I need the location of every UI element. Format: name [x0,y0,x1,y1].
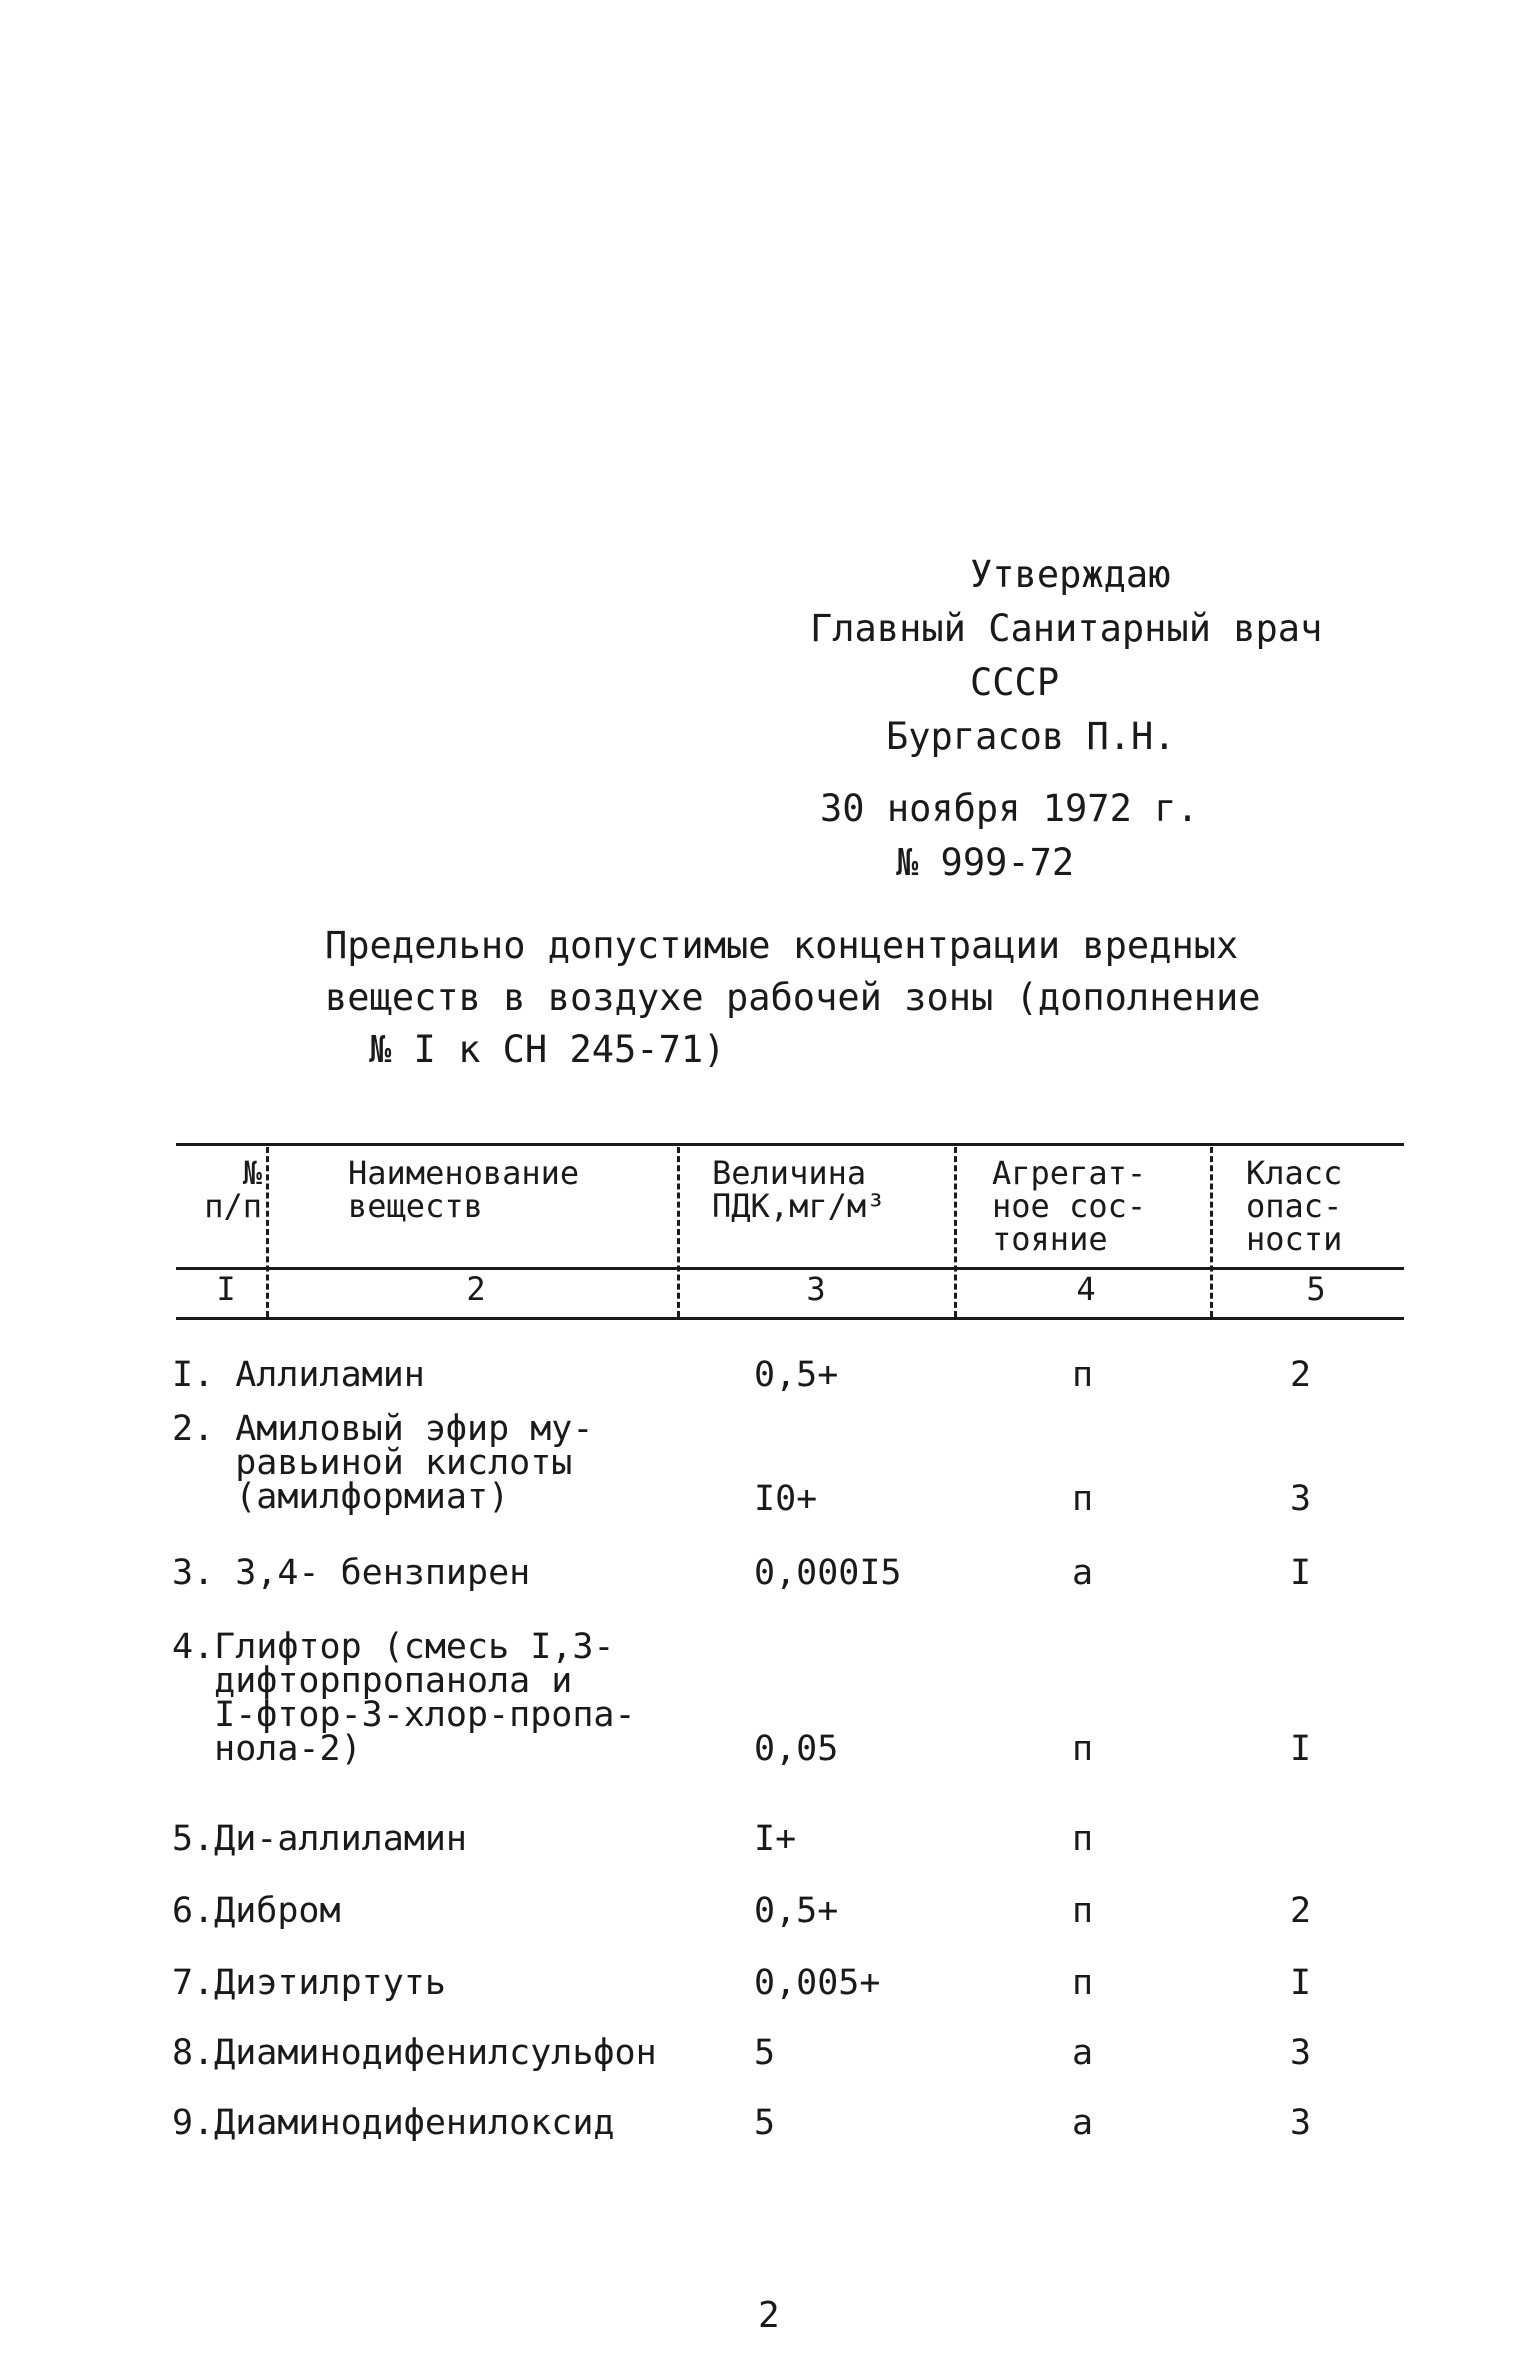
mac-value: 0,5+ [754,1355,839,1395]
substance-name: 3. 3,4- бензпирен [172,1553,531,1593]
title-line-2: веществ в воздухе рабочей зоны (дополнение [325,976,1261,1019]
mac-value: I+ [754,1819,797,1859]
hazard-class: 3 [1290,2033,1312,2073]
substance-name: 2. Амиловый эфир му- равьиной кислоты (амилформиат) [172,1409,594,1517]
header-bottom-rule [176,1317,1404,1320]
header-divider [266,1147,269,1317]
table-header [176,1143,1404,1323]
aggregate-state: а [1072,2103,1094,2143]
header-divider [677,1147,680,1317]
column-number: I [216,1270,236,1308]
aggregate-state: а [1072,1553,1094,1593]
approval-number: № 999-72 [896,841,1075,884]
approval-line-3: СССР [970,661,1060,704]
column-number: 3 [806,1270,826,1308]
title-line-3: № I к СН 245-71) [369,1028,726,1071]
aggregate-state: п [1072,1891,1094,1931]
substance-name: 8.Диаминодифенилсульфон [172,2033,657,2073]
approval-line-1: Утверждаю [970,553,1171,596]
mac-value: 5 [754,2103,776,2143]
aggregate-state: а [1072,2033,1094,2073]
header-divider [954,1147,957,1317]
hazard-class: 2 [1290,1355,1312,1395]
hazard-class: 3 [1290,2103,1312,2143]
column-number: 5 [1306,1270,1326,1308]
header-num: № п/п [204,1154,262,1225]
mac-value: I0+ [754,1479,818,1519]
mac-value: 0,05 [754,1729,839,1769]
substance-name: 5.Ди-аллиламин [172,1819,468,1859]
header-top-rule [176,1143,1404,1146]
header-value: Величина ПДК,мг/м³ [712,1154,886,1225]
substance-name: 6.Дибром [172,1891,341,1931]
hazard-class: I [1290,1963,1312,2003]
hazard-class: 2 [1290,1891,1312,1931]
column-number: 4 [1076,1270,1096,1308]
header-divider [1210,1147,1213,1317]
approval-signatory: Бургасов П.Н. [886,715,1176,758]
mac-value: 0,5+ [754,1891,839,1931]
mac-value: 5 [754,2033,776,2073]
aggregate-state: п [1072,1479,1094,1519]
hazard-class: I [1290,1553,1312,1593]
page-number: 2 [758,2295,780,2336]
substance-name: 7.Диэтилртуть [172,1963,446,2003]
substance-name: I. Аллиламин [172,1355,425,1395]
hazard-class: 3 [1290,1479,1312,1519]
aggregate-state: п [1072,1819,1094,1859]
approval-line-2: Главный Санитарный врач [810,607,1323,650]
substance-name: 4.Глифтор (смесь I,3- дифторпропанола и I-фтор-3-хлор-пропа- нола-2) [172,1627,636,1769]
mac-value: 0,000I5 [754,1553,902,1593]
column-number: 2 [466,1270,486,1308]
header-mid-rule [176,1267,1404,1270]
mac-value: 0,005+ [754,1963,881,2003]
header-hazard: Класс опас- ности [1246,1154,1343,1258]
aggregate-state: п [1072,1729,1094,1769]
aggregate-state: п [1072,1963,1094,2003]
approval-date: 30 ноября 1972 г. [820,787,1199,830]
hazard-class: I [1290,1729,1312,1769]
title-line-1: Предельно допустимые концентрации вредных [325,924,1239,967]
aggregate-state: п [1072,1355,1094,1395]
header-name: Наименование веществ [348,1154,580,1225]
substance-name: 9.Диаминодифенилоксид [172,2103,615,2143]
header-state: Агрегат- ное сос- тояние [992,1154,1147,1258]
